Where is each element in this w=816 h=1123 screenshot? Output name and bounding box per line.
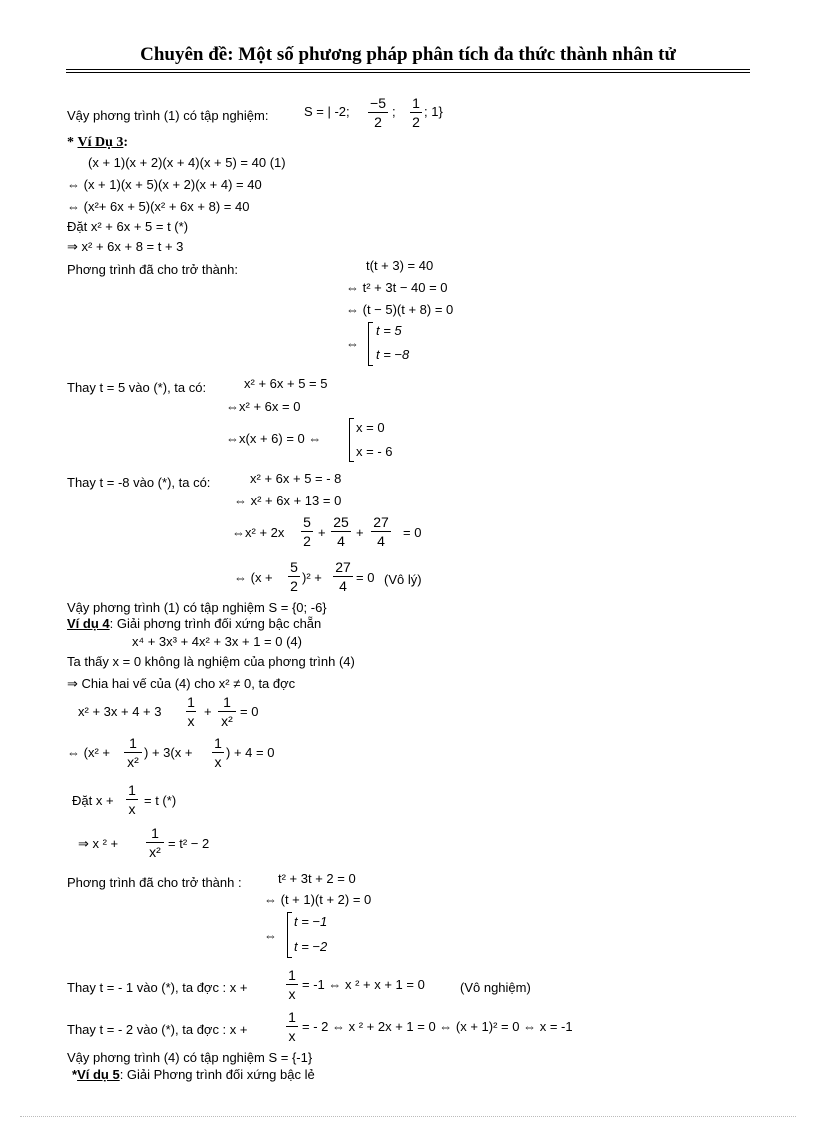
solution-set-1-end: ; 1} (424, 104, 443, 119)
equation-becomes-label: Phơng trình đã cho trở thành: (67, 262, 238, 277)
fraction-27-over-4: 27 4 (371, 514, 391, 549)
x-zero-note: Ta thấy x = 0 không là nghiệm của phơng trình (4) (67, 654, 355, 669)
t-solution-minus2: t = −2 (294, 939, 328, 954)
case-t-1-label: Thay t = - 1 vào (*), ta đợc : x + (67, 980, 248, 995)
fraction-1-over-x2: 1 x² (218, 694, 236, 729)
case-t-8-step-1: ⇔ x² + 6x + 13 = 0 (234, 493, 342, 508)
solution-set-1-label: Vậy phơng trình (1) có tập nghiệm: (67, 108, 269, 123)
equation-4: x⁴ + 3x³ + 4x² + 3x + 1 = 0 (4) (132, 634, 302, 649)
equals-zero: = 0 (403, 525, 422, 540)
t-solutions-bracket (368, 322, 373, 366)
no-solution-note: (Vô nghiệm) (460, 980, 531, 995)
equation-1-step-2: ⇔ (x²+ 6x + 5)(x² + 6x + 8) = 40 (67, 199, 250, 214)
page-title: Chuyên đề: Một số phương pháp phân tích đa thức thành nhân tử (140, 44, 676, 65)
case-t-8-step-2-a: ⇔x² + 2x (232, 525, 285, 540)
x-solutions-bracket-1 (349, 418, 354, 462)
substitution-2-a: Đặt x + (72, 793, 114, 808)
fraction-1-over-x: 1 x (212, 735, 224, 770)
grouped-equation-a: ⇔ (x² + (67, 745, 110, 760)
x-solution-0: x = 0 (356, 420, 385, 435)
example-3-heading: * Ví Dụ 3: (67, 135, 129, 150)
substitution-2-result-b: = t² − 2 (168, 836, 210, 851)
case-t-2-result: = - 2 ⇔ x ² + 2x + 1 = 0 ⇔ (x + 1)² = 0 ⇔ x = -1 (302, 1019, 573, 1034)
fraction-minus5-over-2: −5 2 (368, 95, 388, 130)
solution-set-1-start: S = | -2; (304, 104, 350, 119)
t-equation-2: t² + 3t + 2 = 0 (278, 871, 356, 886)
equals-zero: = 0 (356, 570, 375, 585)
t-equation-equiv: ⇔ (346, 336, 359, 351)
fraction-5-over-2: 5 2 (288, 559, 300, 594)
t-solution-1: t = 5 (376, 323, 402, 338)
case-t-8-equation: x² + 6x + 5 = - 8 (250, 471, 342, 486)
case-t-1-result: = -1 ⇔ x ² + x + 1 = 0 (302, 977, 425, 992)
title-rule-bottom (66, 72, 750, 73)
substitution-def: Đặt x² + 6x + 5 = t (*) (67, 219, 189, 234)
equation-becomes-label-2: Phơng trình đã cho trở thành : (67, 875, 242, 890)
plus-sign: + (204, 704, 212, 719)
case-t5-step-1: ⇔x² + 6x = 0 (226, 399, 301, 414)
title-rule-top (66, 69, 750, 70)
fraction-1-over-x2: 1 x² (146, 825, 164, 860)
case-t5-step-2: ⇔x(x + 6) = 0 ⇔ (226, 431, 322, 446)
t-solution-minus1: t = −1 (294, 914, 328, 929)
divide-note: ⇒ Chia hai vế của (4) cho x² ≠ 0, ta đợc (67, 676, 296, 691)
t-equation-step-1: ⇔ t² + 3t − 40 = 0 (346, 280, 448, 295)
divided-equation-a: x² + 3x + 4 + 3 (78, 704, 162, 719)
equation-1: (x + 1)(x + 2)(x + 4)(x + 5) = 40 (1) (88, 155, 286, 170)
case-t-8-label: Thay t = -8 vào (*), ta có: (67, 475, 211, 490)
fraction-1-over-x: 1 x (126, 782, 138, 817)
plus-sign: + (356, 525, 364, 540)
fraction-1-over-x: 1 x (286, 1009, 298, 1044)
example-5-heading: *Ví dụ 5: Giải Phơng trình đối xứng bậc lẻ (72, 1067, 315, 1082)
fraction-1-over-x2: 1 x² (124, 735, 142, 770)
page-bottom-border (20, 1116, 796, 1117)
case-t5-label: Thay t = 5 vào (*), ta có: (67, 380, 207, 395)
equals-zero: = 0 (240, 704, 259, 719)
t-solution-2: t = −8 (376, 347, 410, 362)
fraction-1-over-x: 1 x (286, 967, 298, 1002)
t-equation-2-step-1: ⇔ (t + 1)(t + 2) = 0 (264, 892, 372, 907)
fraction-27-over-4: 27 4 (333, 559, 353, 594)
t-equation-2-equiv: ⇔ (264, 928, 277, 943)
t-solutions-bracket-2 (287, 912, 292, 958)
case-t-2-label: Thay t = - 2 vào (*), ta đợc : x + (67, 1022, 248, 1037)
case-t-8-step-3-a: ⇔ (x + (234, 570, 273, 585)
fraction-25-over-4: 25 4 (331, 514, 351, 549)
case-t5-equation: x² + 6x + 5 = 5 (244, 376, 328, 391)
fraction-5-over-2: 5 2 (301, 514, 313, 549)
fraction-1-over-x: 1 x (187, 694, 195, 729)
substitution-result: ⇒ x² + 6x + 8 = t + 3 (67, 239, 184, 254)
substitution-2-result-a: ⇒ x ² + (78, 836, 119, 851)
equation-1-step-1: ⇔ (x + 1)(x + 5)(x + 2)(x + 4) = 40 (67, 177, 262, 192)
t-equation: t(t + 3) = 40 (366, 258, 434, 273)
solution-set-1-final: Vậy phơng trình (1) có tập nghiệm S = {0; -6} (67, 600, 327, 615)
fraction-1-over-2: 1 2 (410, 95, 422, 130)
example-4-heading: Ví dụ 4: Giải phơng trình đối xứng bậc chẵn (67, 616, 322, 631)
contradiction-note: (Vô lý) (384, 572, 422, 587)
substitution-2-b: = t (*) (144, 793, 177, 808)
grouped-equation-b: ) + 3(x + (144, 745, 193, 760)
x-solution-minus6: x = - 6 (356, 444, 393, 459)
separator: ; (392, 104, 396, 119)
plus-sign: + (318, 525, 326, 540)
grouped-equation-c: ) + 4 = 0 (226, 745, 275, 760)
solution-set-4: Vậy phơng trình (4) có tập nghiệm S = {-1} (67, 1050, 313, 1065)
case-t-8-step-3-b: )² + (302, 570, 322, 585)
t-equation-step-2: ⇔ (t − 5)(t + 8) = 0 (346, 302, 454, 317)
